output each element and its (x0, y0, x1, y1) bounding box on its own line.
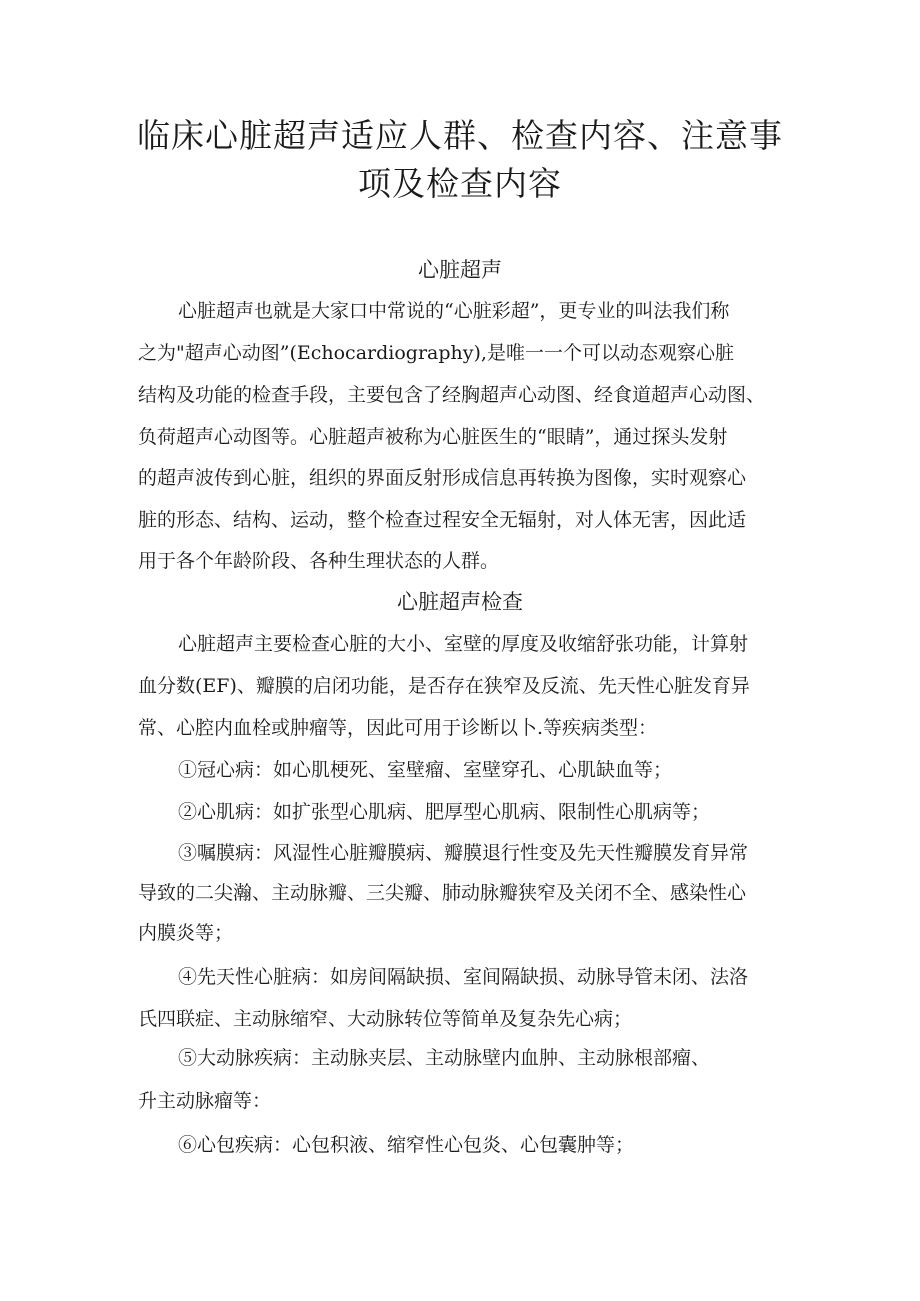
list-item-cardiomyopathy: ②心肌病：如扩张型心肌病、肥厚型心肌病、限制性心肌病等； (178, 801, 711, 823)
paragraph-line: 常、心腔内血栓或肿瘤等，因此可用于诊断以卜.等疾病类型： (138, 717, 658, 739)
paragraph-line: 的超声波传到心脏，组织的界面反射形成信息再转换为图像，实时观察心 (138, 467, 747, 489)
list-item-coronary-heart-disease: ①冠心病：如心肌梗死、室壁瘤、室壁穿孔、心肌缺血等； (178, 759, 673, 781)
paragraph-line: 结构及功能的检查手段，主要包含了经胸超声心动图、经食道超声心动图、 (138, 384, 766, 406)
paragraph-line: 脏的形态、结构、运动，整个检查过程安全无辐射，对人体无害，因此适 (138, 509, 747, 531)
paragraph-line: 血分数(EF)、瓣膜的启闭功能，是否存在狭窄及反流、先天性心脏发育异 (138, 675, 750, 697)
paragraph-line: 负荷超声心动图等。心脏超声被称为心脏医生的“眼睛”，通过探头发射 (138, 426, 728, 448)
paragraph-line: 用于各个年龄阶段、各种生理状态的人群。 (138, 550, 500, 572)
list-item-line: ⑤大动脉疾病：主动脉夹层、主动脉壁内血肿、主动脉根部瘤、 (178, 1047, 711, 1069)
paragraph-line: 之为"超声心动图”(Echocardiography),是唯一一个可以动态观察心脏 (138, 342, 734, 364)
list-item-line: 导致的二尖瀚、主动脉瓣、三尖瓣、肺动脉瓣狭窄及关闭不全、感染性心 (138, 882, 747, 904)
list-item-line: 内膜炎等； (138, 922, 234, 944)
list-item-pericardial-disease: ⑥心包疾病：心包积液、缩窄性心包炎、心包囊肿等； (178, 1134, 635, 1156)
document-title-line-2: 项及检查内容 (358, 164, 562, 203)
document-title-line-1: 临床心脏超声适应人群、检查内容、注意事 (137, 116, 783, 155)
section-heading-echo-examination: 心脏超声检查 (397, 590, 523, 614)
list-item-line: ④先天性心脏病：如房间隔缺损、室间隔缺损、动脉导管未闭、法洛 (178, 966, 749, 988)
section-heading-echocardiography: 心脏超声 (418, 258, 502, 282)
paragraph-line: 心脏超声主要检查心脏的大小、室壁的厚度及收缩舒张功能，计算射 (178, 633, 749, 655)
list-item-line: 升主动脉瘤等： (138, 1090, 272, 1112)
list-item-line: 氏四联症、主动脉缩窄、大动脉转位等简单及复杂先心病； (138, 1008, 633, 1030)
list-item-line: ③嘱膜病：风湿性心脏瓣膜病、瓣膜退行性变及先天性瓣膜发育异常 (178, 842, 749, 864)
paragraph-line: 心脏超声也就是大家口中常说的“心脏彩超”，更专业的叫法我们称 (178, 300, 730, 322)
